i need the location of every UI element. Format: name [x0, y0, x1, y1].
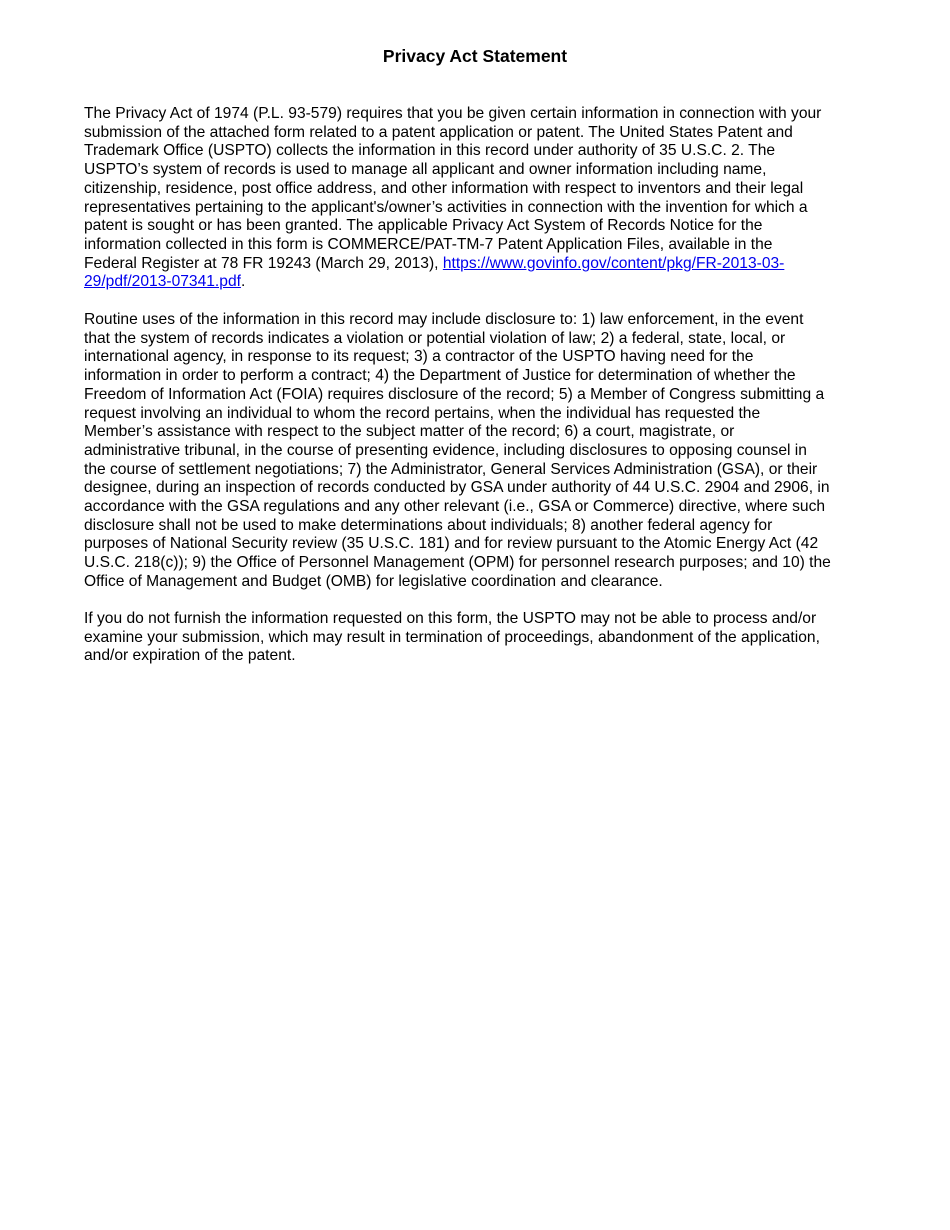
text-line: Office of Management and Budget (OMB) for legislative coordination and clearance.	[84, 572, 663, 590]
text-line: designee, during an inspection of records conducted by GSA under authority of 44 U.S.C. 2904 and 2906, in	[84, 479, 830, 497]
page-title: Privacy Act Statement	[382, 46, 568, 66]
text-line: Trademark Office (USPTO) collects the information in this record under authority of 35 U.S.C. 2. The	[84, 142, 776, 160]
routine-uses-paragraph	[84, 311, 874, 592]
federal-register-citation: Federal Register at 78 FR 19243 (March 29, 2013),	[84, 254, 443, 272]
text-line: examine your submission, which may result in termination of proceedings, abandonment of the application,	[84, 628, 820, 646]
text-line: the course of settlement negotiations; 7) the Administrator, General Services Administration (GSA), or their	[84, 460, 818, 478]
non-disclosure-consequence-paragraph	[84, 610, 874, 666]
text-line: patent is sought or has been granted. The applicable Privacy Act System of Records Notice for the	[84, 217, 763, 235]
text-line: representatives pertaining to the applicant's/owner’s activities in connection with the invention for which a	[84, 198, 808, 216]
text-line: Member’s assistance with respect to the subject matter of the record; 6) a court, magistrate, or	[84, 423, 735, 441]
text-line: If you do not furnish the information requested on this form, the USPTO may not be able to process and/or	[84, 610, 817, 627]
text-line: purposes of National Security review (35 U.S.C. 181) and for review pursuant to the Atomic Energy Act (42	[84, 535, 819, 553]
text-line: submission of the attached form related to a patent application or patent. The United States Patent and	[84, 123, 793, 141]
text-line-with-link	[84, 273, 874, 292]
text-line: Routine uses of the information in this record may include disclosure to: 1) law enforcement, in the event	[84, 311, 804, 328]
text-line: information collected in this form is COMMERCE/PAT-TM-7 Patent Application Files, available in the	[84, 235, 773, 253]
text-line: citizenship, residence, post office address, and other information with respect to inventors and their legal	[84, 179, 804, 197]
text-line: administrative tribunal, in the course of presenting evidence, including disclosures to opposing counsel in	[84, 441, 807, 459]
text-line: U.S.C. 218(c)); 9) the Office of Personnel Management (OPM) for personnel research purposes; and 10) the	[84, 554, 831, 572]
federal-register-link[interactable]: https://www.govinfo.gov/content/pkg/FR-2013-03-	[442, 254, 785, 272]
text-line: The Privacy Act of 1974 (P.L. 93-579) requires that you be given certain information in connection with your	[84, 105, 822, 122]
text-line: and/or expiration of the patent.	[84, 647, 296, 665]
text-line: accordance with the GSA regulations and any other relevant (i.e., GSA or Commerce) directive, where such	[84, 498, 826, 516]
text-line: Freedom of Information Act (FOIA) requires disclosure of the record; 5) a Member of Congress submitting a	[84, 385, 825, 403]
text-line: disclosure shall not be used to make determinations about individuals; 8) another federal agency for	[84, 516, 773, 534]
text-line: USPTO’s system of records is used to manage all applicant and owner information including name,	[84, 161, 767, 179]
federal-register-link-continued[interactable]: 29/pdf/2013-07341.pdf	[84, 273, 241, 291]
text-line-with-link	[84, 255, 874, 274]
link-trailing-period: .	[240, 273, 246, 291]
text-line: that the system of records indicates a violation or potential violation of law; 2) a federal, state, local, or	[84, 329, 786, 347]
text-line: information in order to perform a contract; 4) the Department of Justice for determination of whether the	[84, 367, 796, 385]
text-line: request involving an individual to whom the record pertains, when the individual has requested the	[84, 404, 761, 422]
privacy-act-paragraph	[84, 105, 874, 292]
text-line: international agency, in response to its request; 3) a contractor of the USPTO having need for the	[84, 348, 754, 366]
